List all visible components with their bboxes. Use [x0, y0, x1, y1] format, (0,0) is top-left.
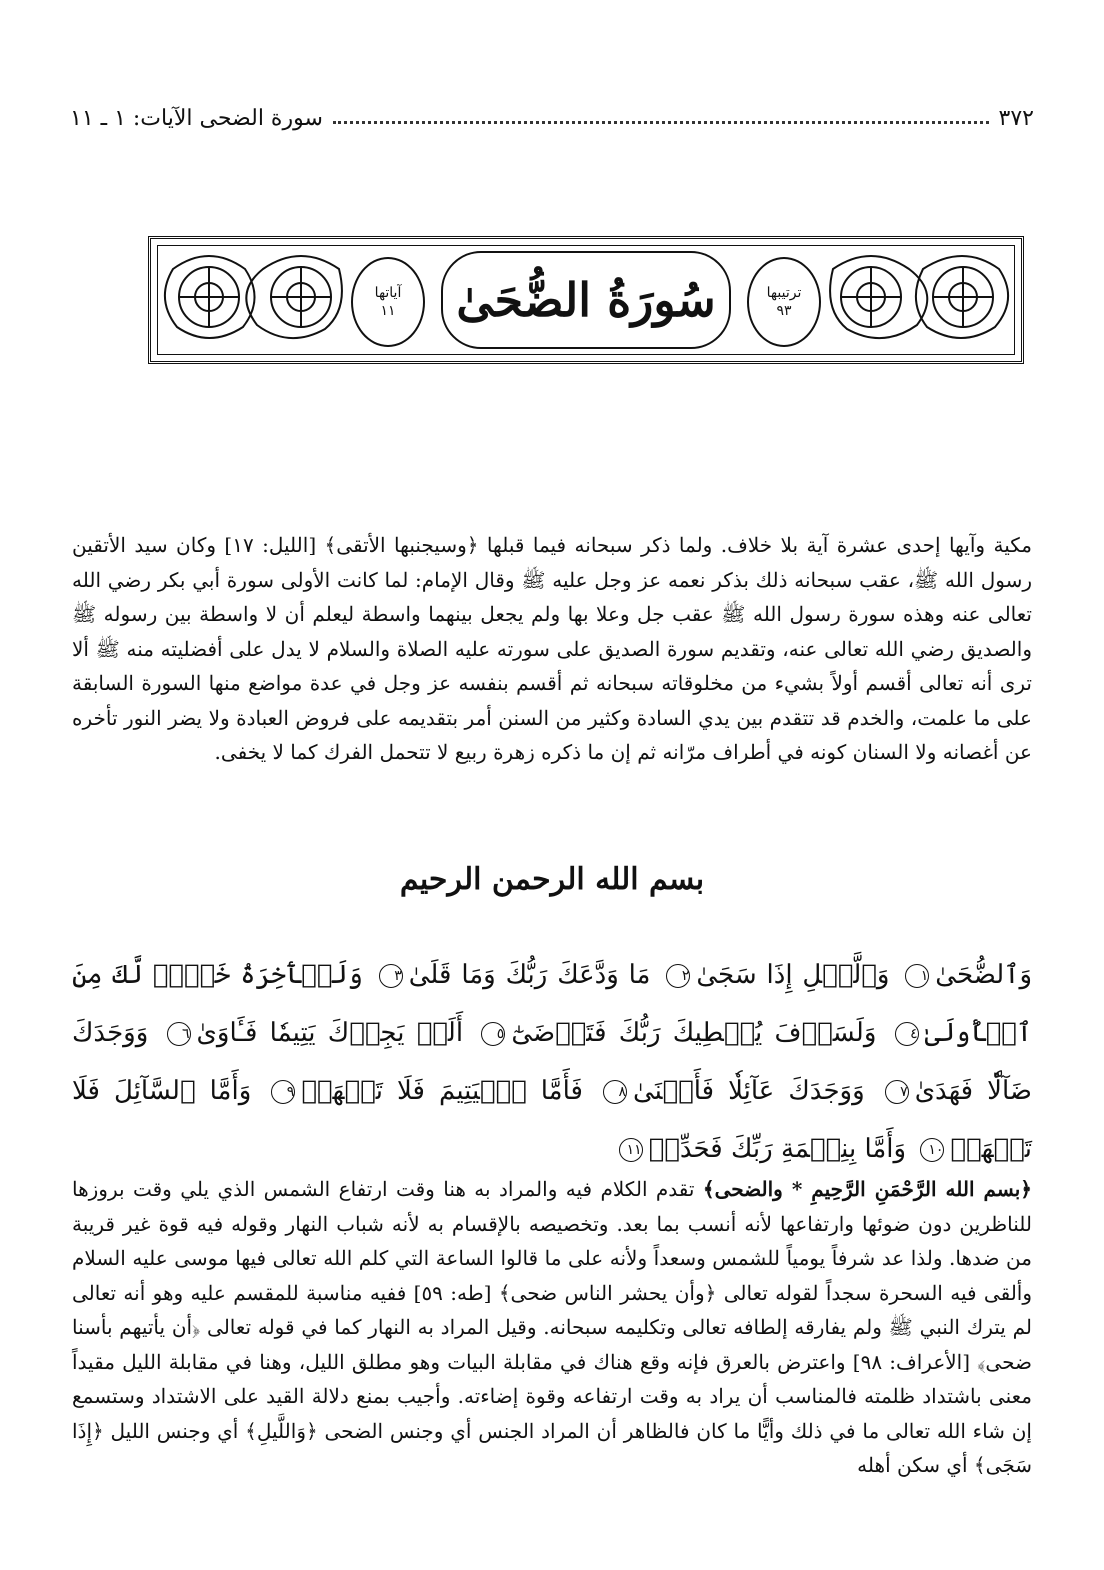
verse-number-marker: ٦: [167, 1022, 191, 1046]
verse-number-marker: ٤: [895, 1022, 919, 1046]
verse-number-marker: ١٠: [920, 1138, 944, 1162]
commentary-paragraph: [72, 1172, 1032, 1483]
verse-text: مَا وَدَّعَكَ رَبُّكَ وَمَا قَلَىٰ: [408, 960, 651, 990]
surah-title: سُورَةُ الضُّحَىٰ: [441, 251, 731, 349]
ayat-label: آياتها: [374, 284, 402, 301]
ayat-count-medallion: [351, 257, 425, 347]
page-number: ٣٧٢: [998, 105, 1034, 131]
surah-order-medallion: [747, 257, 821, 347]
commentary-body: تقدم الكلام فيه والمراد به هنا وقت ارتفاع الشمس الذي يلي وقت بروزها للناظرين دون ضوئها وارتفاعها لأنه أنسب بما بعد. وتخصيصه بالإقسام به لأنه شباب النهار وقوله فيه قوة غير قريبة من ضدها. ولذا عد شرفاً يومياً للشمس وسعداً ولأنه على ما قالوا الساعة التي كلم الله تعالى فيها موسى عليه السلام وألقى فيه السحرة سجداً لقوله تعالى ﴿وأن يحشر الناس ضحى﴾ [طه: ٥٩] ففيه مناسبة للمقسم عليه وهو أنه تعالى لم يترك النبي ﷺ ولم يفارقه إلطافه تعالى وتكليمه سبحانه. وقيل المراد به النهار كما في قوله تعالى ﴿أن يأتيهم بأسنا ضحى﴾ [الأعراف: ٩٨] واعترض بالعرق فإنه وقع هناك في مقابلة البيات وهو مطلق الليل، وهنا في مقابلة الليل مقيداً معنى باشتداد ظلمته فالمناسب أن يراد به وقت ارتفاعه وقوة إضاءته. وأجيب بمنع دلالة القيد على الاشتداد وستسمع إن شاء الله تعالى ما في ذلك وأيًّا ما كان فالظاهر أن المراد الجنس أي وجنس الضحى ﴿وَاللَّيلِ﴾ أي وجنس الليل ﴿إِذَا سَجَى﴾ أي سكن أهله: [72, 1177, 1032, 1477]
quran-verses-block: [72, 946, 1032, 1178]
verse-text: وَأَمَّا ٱلسَّآئِلَ فَلَا تَنۡهَرۡ: [72, 1076, 1032, 1164]
verse-text: وَٱلَّيۡلِ إِذَا سَجَىٰ: [696, 960, 890, 990]
verse-number-marker: ٩: [271, 1080, 295, 1104]
arabesque-ornament-right: [823, 249, 1013, 345]
verse-number-marker: ٥: [481, 1022, 505, 1046]
verse-text: وَأَمَّا بِنِعۡمَةِ رَبِّكَ فَحَدِّثۡ: [648, 1134, 907, 1164]
verse-number-marker: ٧: [885, 1080, 909, 1104]
verse-number-marker: ١: [905, 964, 929, 988]
basmala-heading: بسم الله الرحمن الرحيم: [399, 862, 705, 897]
verse-text: وَوَجَدَكَ ضَآلّٗا فَهَدَىٰ: [72, 1018, 1033, 1106]
running-title: سورة الضحى الآيات: ١ ـ ١١: [70, 105, 323, 131]
verse-number-marker: ٨: [603, 1080, 627, 1104]
verse-text: فَأَمَّا ٱلۡيَتِيمَ فَلَا تَقۡهَرۡ: [301, 1076, 583, 1106]
running-header: [70, 100, 1034, 136]
header-dot-leader: [333, 121, 989, 124]
order-value: ٩٣: [776, 303, 792, 319]
verse-text: وَوَجَدَكَ عَآئِلٗا فَأَغۡنَىٰ: [633, 1076, 865, 1106]
verse-text: وَلَسَوۡفَ يُعۡطِيكَ رَبُّكَ فَتَرۡضَىٰٓ: [511, 1018, 877, 1048]
intro-paragraph: مكية وآيها إحدى عشرة آية بلا خلاف. ولما ذكر سبحانه فيما قبلها ﴿وسيجنبها الأتقى﴾ [الليل: ١٧] وكان سيد الأتقين رسول الله ﷺ، عقب سبحانه ذلك بذكر نعمه عز وجل عليه ﷺ وقال الإمام: لما كانت الأولى سورة أبي بكر رضي الله تعالى عنه وهذه سورة رسول الله ﷺ عقب جل وعلا بها ولم يجعل بينهما واسطة ليعلم أن لا واسطة بين رسوله ﷺ والصديق رضي الله تعالى عنه، وتقديم سورة الصديق على سورته عليه الصلاة والسلام لا يدل على أفضليته منه ﷺ ألا ترى أنه تعالى أقسم أولاً بشيء من مخلوقاته سبحانه ثم أقسم بنفسه عز وجل في عدة مواضع منها السورة السابقة على ما علمت، والخدم قد تتقدم بين يدي السادة وكثير من السنن أمر بتقديمه على فروض العبادة ولا يضر النور تأخره عن أغصانه ولا السنان كونه في أطراف مرّانه ثم إن ما ذكره زهرة ربيع لا تتحمل الفرك كما لا يخفى.: [72, 533, 1032, 764]
arabesque-ornament-left: [159, 249, 349, 345]
verse-text: وَٱلضُّحَىٰ: [935, 960, 1033, 990]
verse-number-marker: ٣: [379, 964, 403, 988]
verse-text: وَلَلۡأٓخِرَةُ خَيۡرٞ لَّكَ مِنَ ٱلۡأُولَىٰ: [72, 960, 1033, 1048]
verse-number-marker: ١١: [619, 1138, 643, 1162]
commentary-lead-quote: ﴿بسم الله الرَّحْمَنِ الرَّحِيمِ * والضحى﴾: [702, 1177, 1032, 1201]
surah-title-banner: [148, 236, 1024, 364]
order-label: ترتيبها: [766, 284, 802, 301]
verse-number-marker: ٢: [666, 964, 690, 988]
ayat-value: ١١: [380, 303, 396, 319]
verse-text: أَلَمۡ يَجِدۡكَ يَتِيمٗا فَـَٔاوَىٰ: [196, 1018, 464, 1048]
